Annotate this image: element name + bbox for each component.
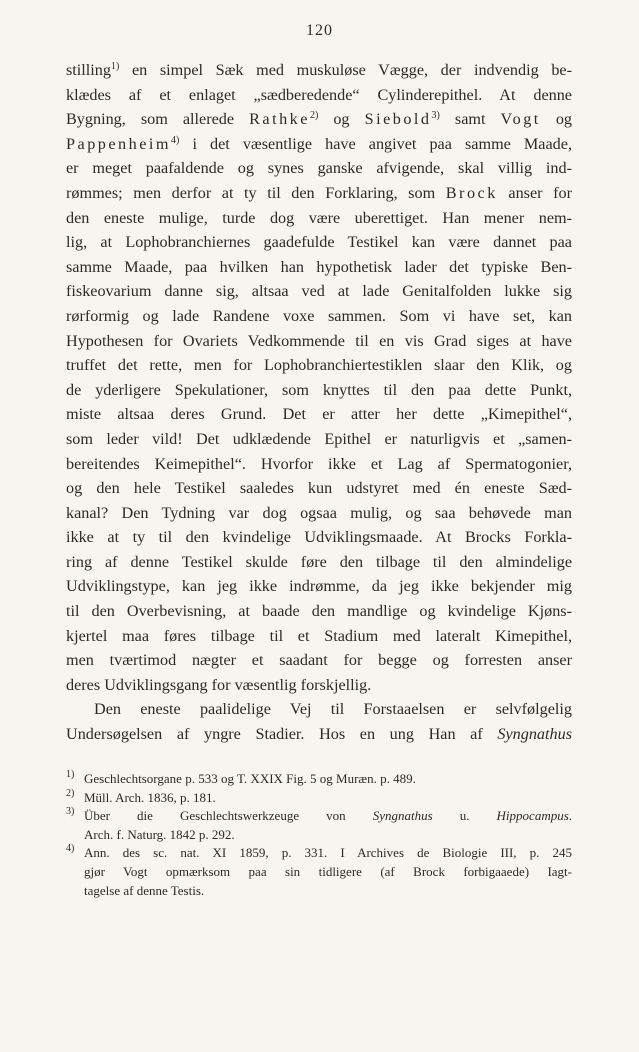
body-text bbox=[66, 58, 572, 747]
footnote-ref: 3) bbox=[431, 110, 440, 122]
text-line: rørformig og lade Randene voxe sammen. Som vi have set, kan bbox=[66, 306, 572, 325]
footnote-4-continued: gjør Vogt opmærksom paa sin tidligere (af Brock forbigaaede) Iagt- bbox=[84, 863, 572, 879]
author-name: Rathke bbox=[249, 110, 310, 129]
text-line: ikke at ty til den kvindelige Udviklingsmaade. At Brocks Forkla- bbox=[66, 528, 572, 547]
footnotes bbox=[66, 770, 572, 900]
text-line: truffet det rette, men for Lophobranchiertestiklen slaar den Klik, og bbox=[66, 356, 572, 375]
author-name: Brock bbox=[445, 183, 498, 202]
text-line: Den eneste paalidelige Vej til Forstaaelsen er selvfølgelig bbox=[94, 700, 572, 719]
text-line: bereitendes Keimepithel“. Hvorfor ikke et Lag af Spermatogonier, bbox=[66, 454, 572, 473]
footnote-ref: 1) bbox=[110, 61, 120, 72]
footnote-2: $^{2)}$ Müll. Arch. 1836, p. 181. bbox=[66, 787, 216, 805]
author-name: Pappenheim bbox=[66, 134, 172, 153]
text-line: rømmes; men derfor at ty til den Forklaring, som Brock anser for bbox=[66, 183, 572, 202]
page-number: 120 bbox=[306, 22, 333, 39]
text-line: til den Overbevisning, at baade den mandlige og kvindelige Kjøns- bbox=[66, 602, 572, 621]
text-line: kanal? Den Tydning var dog ogsaa mulig, og saa behøvede man bbox=[66, 503, 572, 522]
text-line: og den hele Testikel saaledes kun udstyret med én eneste Sæd- bbox=[66, 479, 572, 498]
text-line: men tværtimod nægter et saadant for begge og forresten anser bbox=[66, 651, 572, 670]
text-line: Udviklingstype, kan jeg ikke indrømme, da jeg ikke bekjender mig bbox=[66, 577, 572, 596]
text-line: klædes af et enlaget „sædberedende“ Cylinderepithel. At denne bbox=[66, 85, 572, 104]
footnote-1: $^{1)}$ Geschlechtsorgane p. 533 og T. XXIX Fig. 5 og Muræn. p. 489. bbox=[66, 769, 416, 786]
text-line: Hypothesen for Ovariets Vedkommende til en vis Grad siges at have bbox=[66, 331, 572, 350]
author-name: Vogt bbox=[500, 110, 541, 129]
text-line: stilling$^{1)}$ en simpel Sæk med muskuløse Vægge, der indvendig be- bbox=[66, 61, 572, 79]
text-line: deres Udviklingsgang for væsentlig forskjellig. bbox=[66, 675, 372, 694]
text-line: Pappenheim$^{4)}$ i det væsentlige have angivet paa samme Maade, bbox=[66, 134, 572, 153]
author-name: Siebold bbox=[364, 110, 432, 129]
text-line: Undersøgelsen af yngre Stadier. Hos en ung Han af Syngnathus bbox=[66, 725, 572, 744]
text-line: miste altsaa deres Grund. Det er atter her dette „Kimepithel“, bbox=[66, 405, 572, 424]
text-line: fiskeovarium danne sig, altsaa ved at lade Genitalfolden lukke sig bbox=[66, 282, 572, 301]
footnote-4-continued: tagelse af denne Testis. bbox=[84, 882, 205, 898]
species-name: Syngnathus bbox=[497, 725, 572, 744]
text-line: de yderligere Spekulationer, som knyttes til den paa dette Punkt, bbox=[66, 380, 572, 399]
text-line: ring af denne Testikel skulde føre den tilbage til den almindelige bbox=[66, 552, 572, 571]
text-line: lig, at Lophobranchiernes gaadefulde Testikel kan være dannet paa bbox=[66, 233, 572, 252]
text-line: samme Maade, paa hvilken han hypothetisk lader det typiske Ben- bbox=[66, 257, 572, 276]
footnote-ref: 4) bbox=[171, 134, 180, 146]
footnote-ref: 2) bbox=[309, 110, 319, 122]
text-line: kjertel maa føres tilbage til et Stadium med lateralt Kimepithel, bbox=[66, 626, 572, 645]
footnote-3: $^{3)}$ Über die Geschlechtswerkzeuge von Syngnathus u. Hippocampus. bbox=[66, 806, 573, 824]
text-line: Bygning, som allerede Rathke$^{2)}$ og Siebold$^{3)}$ samt Vogt og bbox=[66, 110, 573, 129]
footnote-4: $^{4)}$ Ann. des sc. nat. XI 1859, p. 331. I Archives de Biologie III, p. 245 bbox=[66, 843, 572, 861]
footnote-3-continued: Arch. f. Naturg. 1842 p. 292. bbox=[84, 826, 235, 842]
text-line: er meget paafaldende og synes ganske afvigende, skal villig ind- bbox=[66, 159, 572, 178]
text-line: som leder vild! Det udklædende Epithel er naturligvis et „samen- bbox=[66, 429, 572, 448]
text-line: den eneste mulige, turde dog være uberettiget. Han mener nem- bbox=[66, 208, 572, 227]
